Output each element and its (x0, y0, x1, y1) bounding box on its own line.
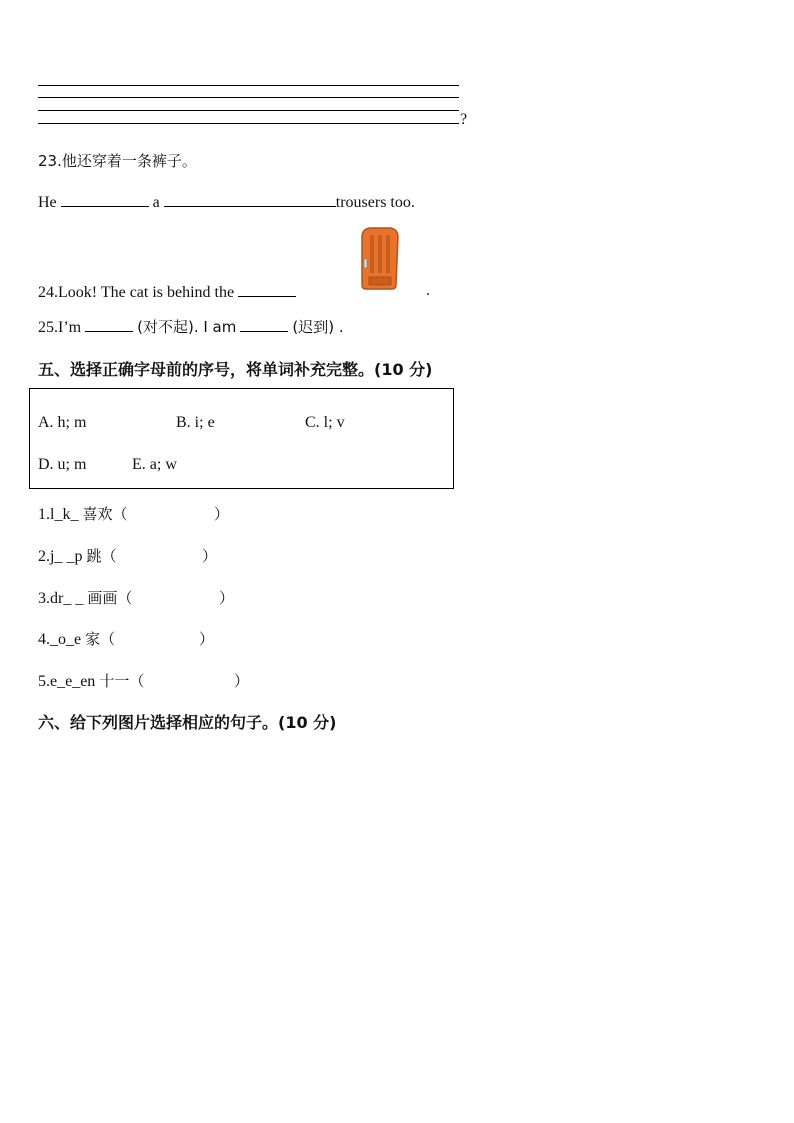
q25-blank-2[interactable] (240, 317, 288, 332)
item-3-close: ） (219, 589, 235, 607)
q23-blank-1[interactable] (61, 192, 149, 207)
answer-line-4 (38, 123, 459, 124)
item-4-close: ） (199, 630, 215, 648)
item-4 (38, 628, 115, 649)
section5-heading: 五、选择正确字母前的序号，将单词补充完整。(10 分) (38, 360, 433, 379)
option-b: B. i; e (176, 414, 215, 431)
q23-word-a: a (152, 194, 160, 211)
item-2 (38, 545, 116, 566)
q23-english (38, 192, 415, 212)
option-d: D. u; m (38, 456, 87, 473)
item-3 (38, 587, 132, 608)
q25-part3: (迟到) . (292, 318, 344, 336)
option-a: A. h; m (38, 414, 87, 431)
q23-word-he: He (38, 194, 57, 211)
q24-prefix: 24.Look! The cat is behind the (38, 284, 235, 301)
item-1 (38, 503, 127, 524)
answer-line-3 (38, 110, 459, 111)
answer-line-1 (38, 85, 459, 86)
item-1-meaning: 喜欢（ (82, 505, 128, 523)
q23-word-trousers: trousers too. (335, 194, 415, 211)
item-3-meaning: 画画（ (87, 589, 133, 607)
item-5-close: ） (234, 672, 250, 690)
q24-blank[interactable] (238, 282, 296, 297)
q25-blank-1[interactable] (85, 317, 133, 332)
q24-period: . (426, 282, 430, 299)
item-3-word: 3.dr_ _ (38, 590, 84, 607)
item-4-meaning: 家（ (85, 630, 116, 648)
item-2-meaning: 跳（ (86, 547, 117, 565)
option-e: E. a; w (132, 456, 177, 473)
question-mark: ? (460, 111, 468, 128)
item-4-word: 4._o_e (38, 631, 82, 648)
door-icon (358, 227, 400, 291)
q25-part2: (对不起). I am (137, 318, 237, 336)
q25-sentence (38, 316, 344, 337)
item-2-word: 2.j_ _p (38, 548, 83, 565)
item-5-word: 5.e_e_en (38, 673, 96, 690)
q24-sentence (38, 282, 296, 302)
option-c: C. l; v (305, 414, 345, 431)
section6-heading: 六、给下列图片选择相应的句子。(10 分) (38, 713, 337, 732)
item-5 (38, 670, 144, 691)
options-box (29, 388, 454, 489)
q23-chinese: 23.他还穿着一条裤子。 (38, 152, 197, 170)
item-2-close: ） (202, 547, 218, 565)
item-1-word: 1.l_k_ (38, 506, 79, 523)
q25-prefix: 25.I’m (38, 319, 82, 336)
q23-blank-2[interactable] (164, 192, 336, 207)
item-1-close: ） (214, 505, 230, 523)
answer-line-2 (38, 97, 459, 98)
item-5-meaning: 十一（ (99, 672, 145, 690)
